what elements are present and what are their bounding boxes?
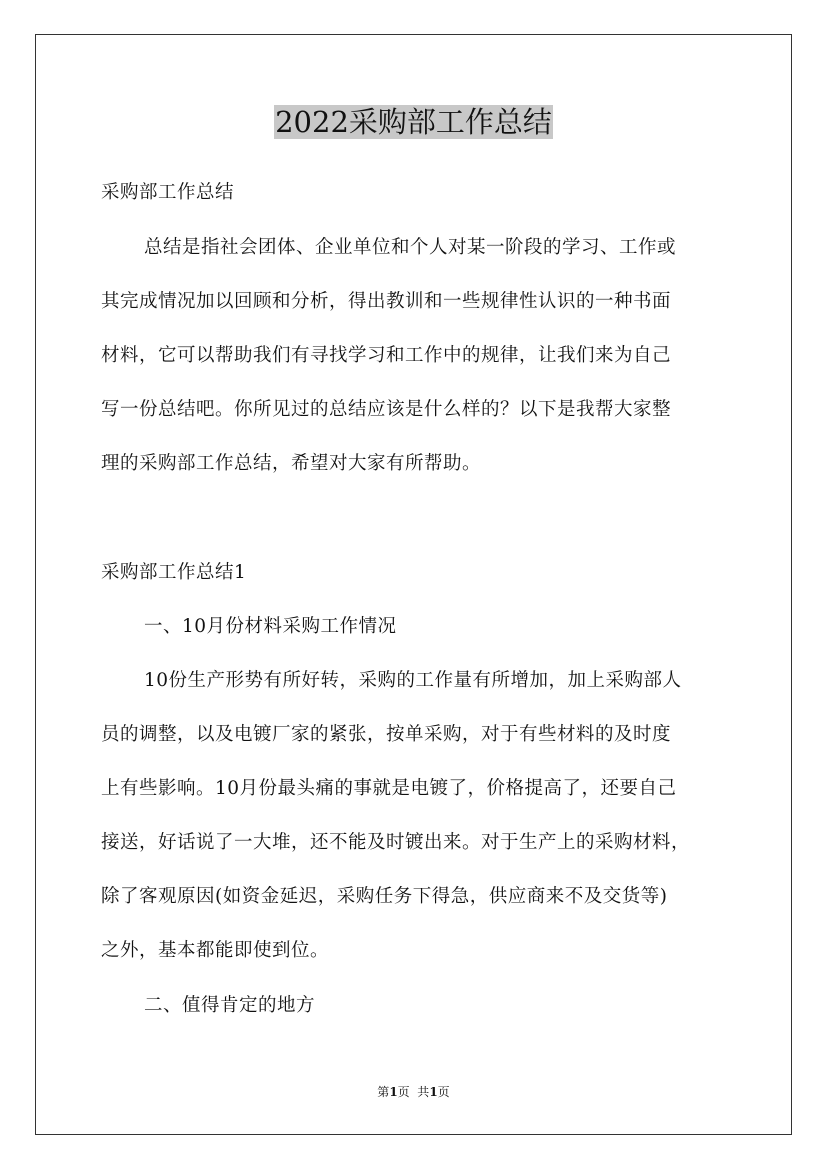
point1-line-2: 员的调整，以及电镀厂家的紧张，按单采购，对于有些材料的及时度: [101, 724, 672, 745]
point1-line-1: 10份生产形势有所好转，采购的工作量有所增加，加上采购部人: [144, 670, 682, 691]
page-prefix: 第: [377, 1085, 390, 1099]
intro-line-5: 理的采购部工作总结，希望对大家有所帮助。: [101, 453, 482, 474]
intro-line-1: 总结是指社会团体、企业单位和个人对某一阶段的学习、工作或: [144, 237, 677, 258]
point1-line-3: 上有些影响。10月份最头痛的事就是电镀了，价格提高了，还要自己: [101, 778, 677, 799]
point2-heading: 二、值得肯定的地方: [144, 995, 316, 1016]
page-current: 1: [389, 1085, 398, 1099]
intro-line-2: 其完成情况加以回顾和分析，得出教训和一些规律性认识的一种书面: [101, 291, 672, 312]
section-heading: 采购部工作总结1: [101, 562, 247, 583]
page-suffix: 页: [437, 1085, 450, 1099]
point1-heading: 一、10月份材料采购工作情况: [144, 616, 397, 637]
point1-line-6: 之外，基本都能即使到位。: [101, 940, 330, 961]
document-subtitle: 采购部工作总结: [101, 182, 235, 203]
page-mid: 页 共: [397, 1085, 430, 1099]
intro-line-4: 写一份总结吧。你所见过的总结应该是什么样的？以下是我帮大家整: [101, 399, 672, 420]
point1-line-5: 除了客观原因(如资金延迟，采购任务下得急，供应商来不及交货等): [101, 886, 668, 907]
page-footer: [0, 1084, 827, 1100]
point1-line-4: 接送，好话说了一大堆，还不能及时镀出来。对于生产上的采购材料，: [101, 832, 691, 853]
document-title: [0, 102, 827, 142]
page-total: 1: [429, 1085, 438, 1099]
document-title-text: 2022采购部工作总结: [275, 105, 552, 139]
intro-line-3: 材料，它可以帮助我们有寻找学习和工作中的规律，让我们来为自己: [101, 345, 672, 366]
